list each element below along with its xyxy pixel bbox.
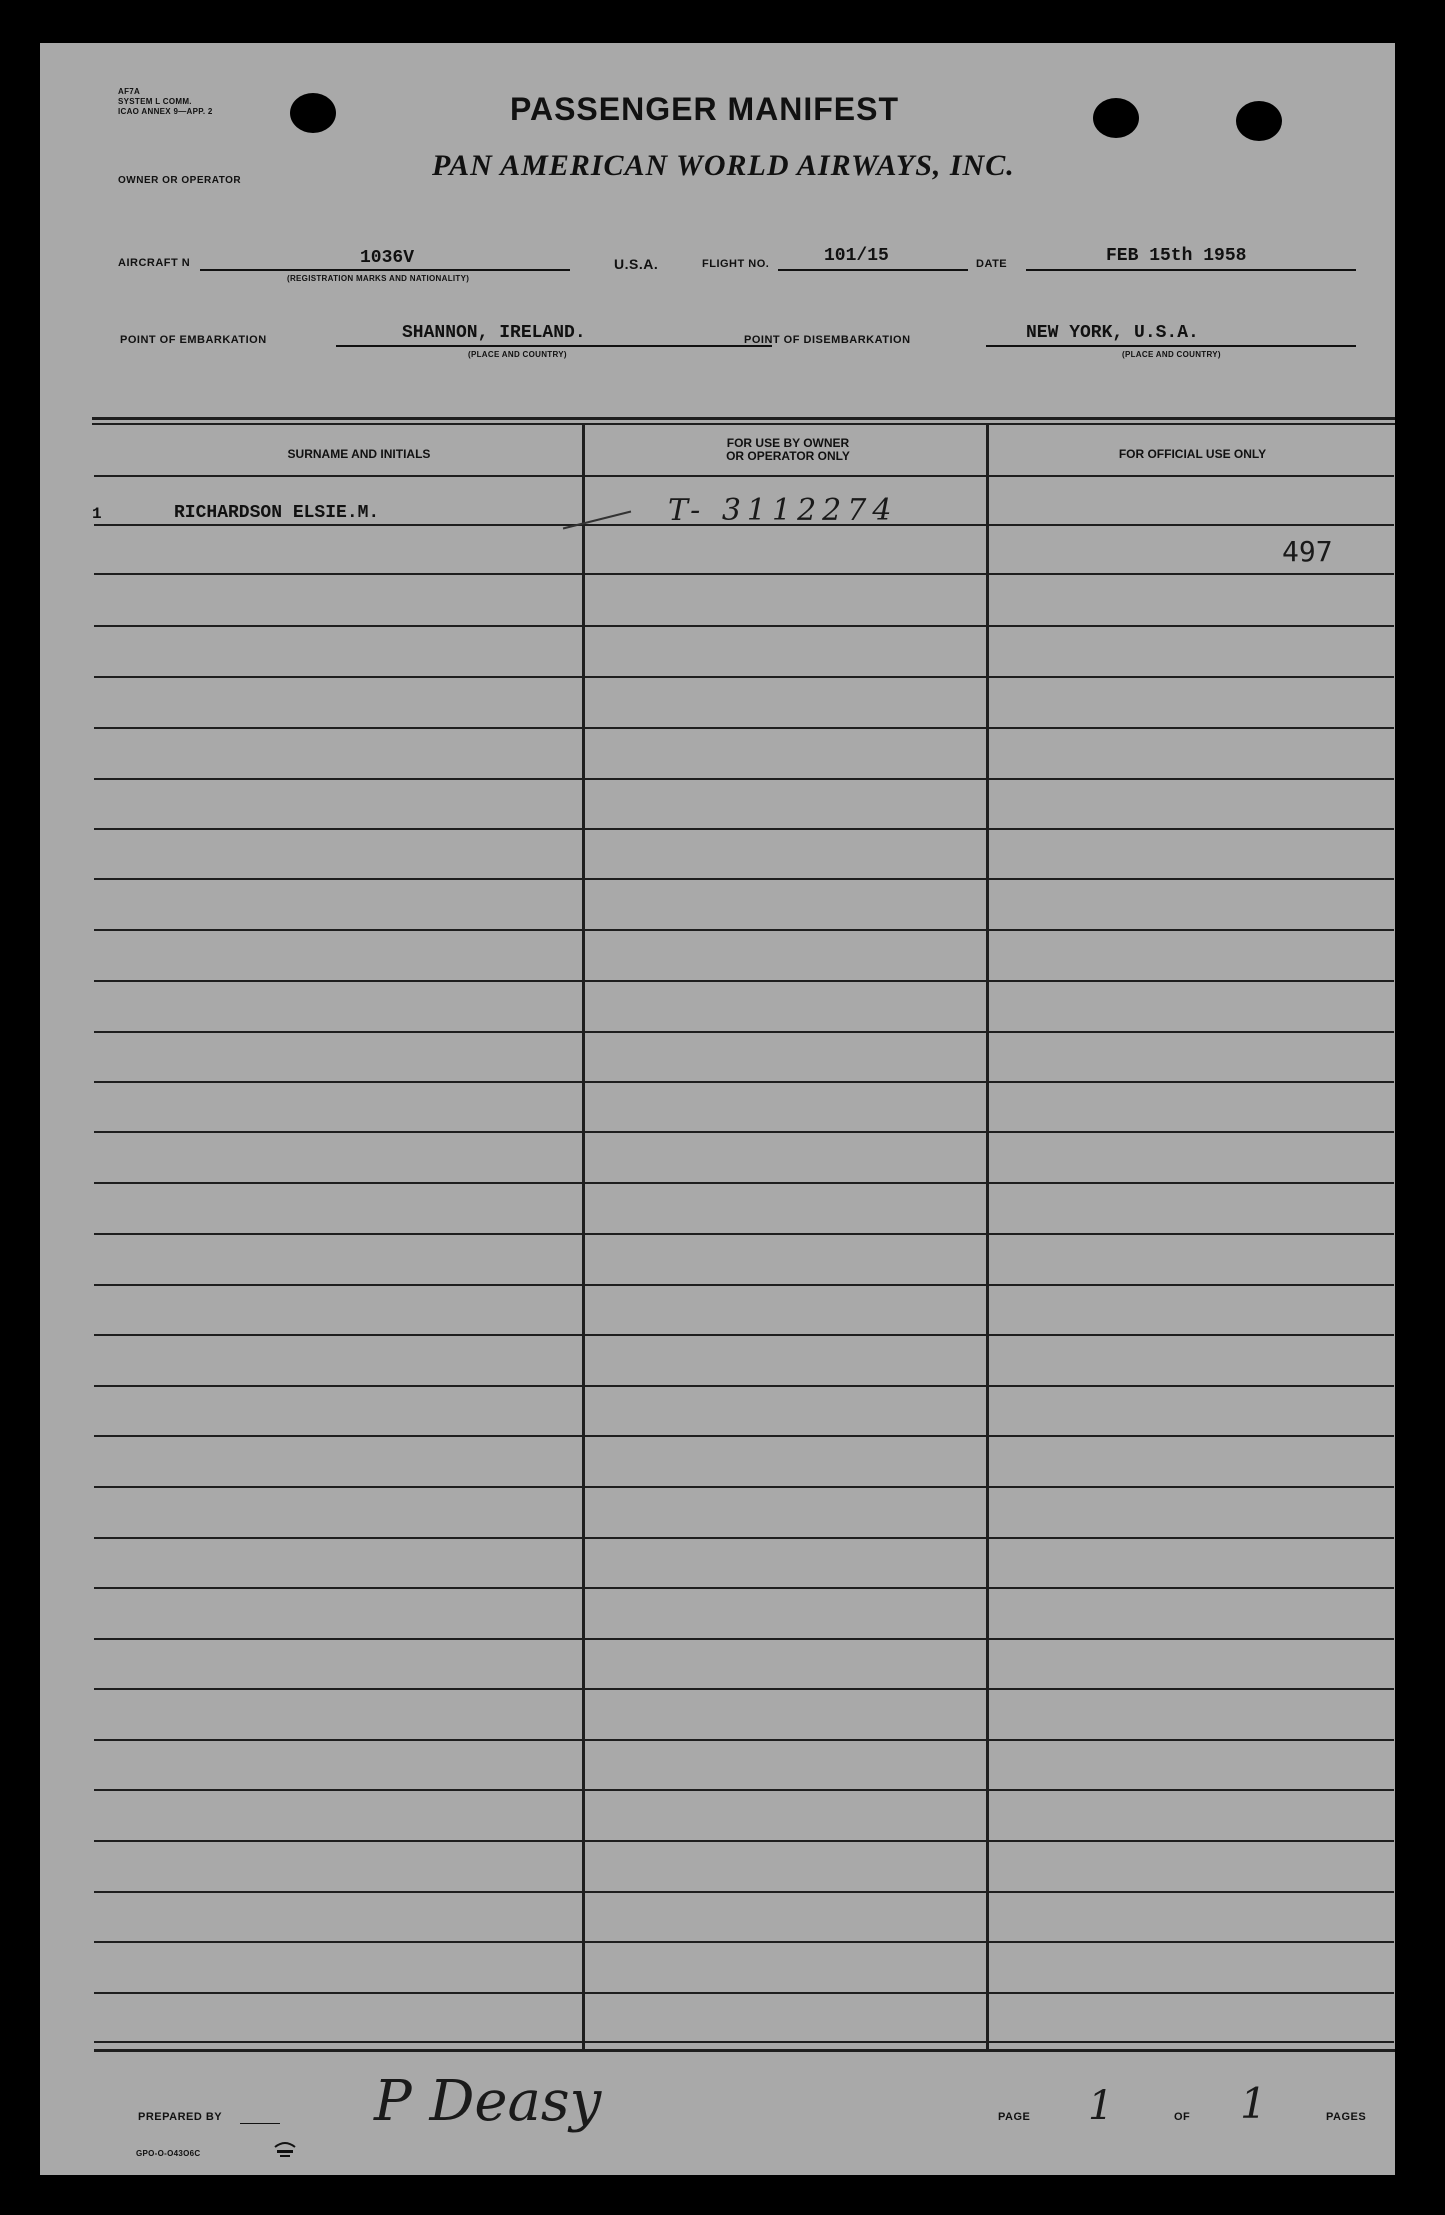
row-line — [94, 1789, 1394, 1791]
aircraft-underline — [200, 269, 570, 271]
row-line — [94, 1537, 1394, 1539]
table-top-rule-2 — [92, 423, 1395, 425]
row-line — [94, 1031, 1394, 1033]
row-line — [94, 1233, 1394, 1235]
row-number: 1 — [92, 505, 102, 523]
page-value: 1 — [1088, 2083, 1114, 2129]
date-value: FEB 15th 1958 — [1106, 246, 1247, 266]
embark-value: SHANNON, IRELAND. — [402, 323, 586, 343]
row-line — [94, 573, 1394, 575]
disembark-underline — [986, 345, 1356, 347]
column-divider-2 — [986, 425, 989, 2050]
aircraft-value: 1036V — [360, 248, 415, 268]
row-line — [94, 1941, 1394, 1943]
row-line — [94, 475, 1394, 477]
row-line — [94, 1131, 1394, 1133]
union-label-icon — [272, 2139, 298, 2161]
official-number: 497 — [1282, 535, 1333, 568]
row-line — [94, 980, 1394, 982]
row-line — [94, 1891, 1394, 1893]
row-line — [94, 1688, 1394, 1690]
prepared-underline — [240, 2123, 280, 2124]
page-title: PASSENGER MANIFEST — [510, 91, 899, 127]
row-line — [94, 929, 1394, 931]
punch-hole-right — [1236, 101, 1282, 141]
column-divider-1 — [582, 425, 585, 2050]
row-line — [94, 625, 1394, 627]
pages-label: PAGES — [1326, 2111, 1367, 2123]
of-value: 1 — [1240, 2079, 1267, 2128]
row-line — [94, 1385, 1394, 1387]
embark-underline — [336, 345, 772, 347]
owner-label: OWNER OR OPERATOR — [118, 175, 242, 186]
row-line — [94, 1081, 1394, 1083]
row-line — [94, 778, 1394, 780]
date-underline — [1026, 269, 1356, 271]
row-line — [94, 1334, 1394, 1336]
row-line — [94, 1992, 1394, 1994]
of-label: OF — [1174, 2111, 1191, 2123]
row-line — [94, 1486, 1394, 1488]
row-line — [94, 1435, 1394, 1437]
ticket-number: T- 3112274 — [668, 493, 898, 528]
flight-no-label: FLIGHT NO. — [702, 258, 770, 270]
col-header-surname: SURNAME AND INITIALS — [287, 447, 431, 461]
embark-note: (PLACE AND COUNTRY) — [468, 350, 567, 359]
table-bottom-rule — [94, 2049, 1395, 2052]
row-line — [94, 1739, 1394, 1741]
signature: P Deasy — [374, 2069, 602, 2134]
row-line — [94, 1587, 1394, 1589]
disembark-label: POINT OF DISEMBARKATION — [744, 334, 911, 346]
company-name: PAN AMERICAN WORLD AIRWAYS, INC. — [432, 149, 1015, 182]
col-header-official: FOR OFFICIAL USE ONLY — [1118, 447, 1267, 461]
row-line — [94, 1182, 1394, 1184]
table-top-rule — [92, 417, 1395, 420]
row-line — [94, 1638, 1394, 1640]
flight-no-underline — [778, 269, 968, 271]
check-mark — [563, 511, 631, 530]
disembark-note: (PLACE AND COUNTRY) — [1122, 350, 1221, 359]
registration-note: (REGISTRATION MARKS AND NATIONALITY) — [287, 274, 470, 283]
usa-label: U.S.A. — [614, 256, 659, 272]
aircraft-label: AIRCRAFT N — [118, 257, 191, 269]
row-line — [94, 1284, 1394, 1286]
passenger-name: RICHARDSON ELSIE.M. — [174, 503, 380, 523]
row-line — [94, 727, 1394, 729]
embark-label: POINT OF EMBARKATION — [120, 334, 267, 346]
print-code: GPO-O-O43O6C — [136, 2149, 201, 2158]
row-line — [94, 878, 1394, 880]
disembark-value: NEW YORK, U.S.A. — [1026, 323, 1199, 343]
row-line — [94, 2041, 1394, 2043]
row-line — [94, 1840, 1394, 1842]
flight-no-value: 101/15 — [824, 246, 889, 266]
row-line — [94, 676, 1394, 678]
row-line — [94, 828, 1394, 830]
prepared-label: PREPARED BY — [138, 2111, 223, 2123]
col-header-operator: FOR USE BY OWNER OR OPERATOR ONLY — [726, 436, 850, 463]
page-label: PAGE — [998, 2111, 1031, 2123]
punch-hole-middle — [1093, 98, 1139, 138]
date-label: DATE — [976, 258, 1008, 270]
manifest-sheet — [40, 43, 1395, 2175]
form-code: AF7A SYSTEM L COMM. ICAO ANNEX 9—APP. 2 — [118, 87, 213, 116]
